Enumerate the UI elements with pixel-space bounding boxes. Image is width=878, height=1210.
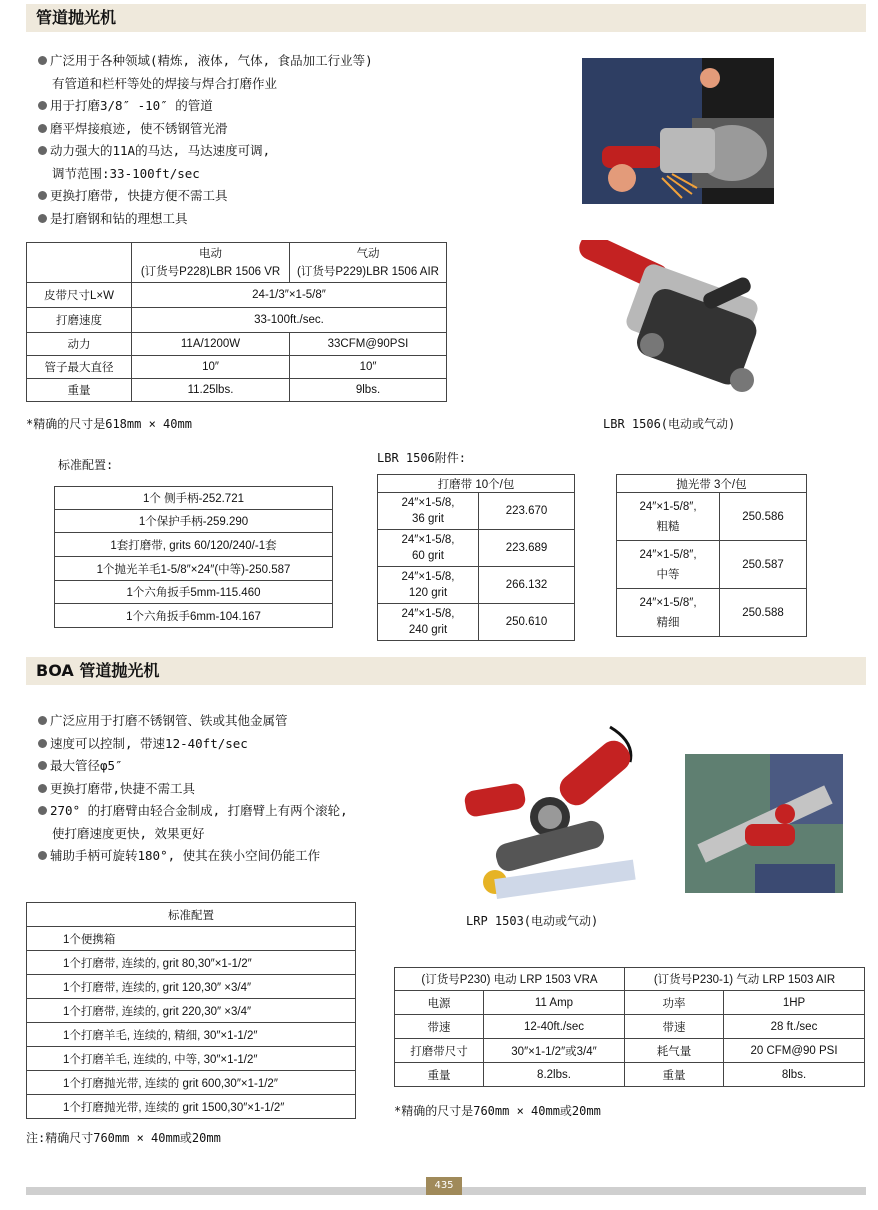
list-item <box>38 118 373 141</box>
product-caption: LBR 1506(电动或气动) <box>603 417 736 431</box>
list-item <box>38 778 348 801</box>
row-label: 重量 <box>27 379 132 402</box>
row-value: 33-100ft./sec. <box>132 308 447 333</box>
accessories-label: LBR 1506附件: <box>377 451 467 465</box>
row-value: 11A/1200W <box>132 333 290 356</box>
row-value: 8.2lbs. <box>484 1063 625 1087</box>
table-cell: 266.132 <box>479 567 575 604</box>
row-label: 电源 <box>395 991 484 1015</box>
bullet-text: 动力强大的11A的马达, 马达速度可调, <box>50 143 271 158</box>
bullet-text: 最大管径φ5″ <box>50 758 123 773</box>
size-note: *精确的尺寸是618mm × 40mm <box>26 417 192 431</box>
size-note: 注:精确尺寸760mm × 40mm或20mm <box>26 1131 221 1145</box>
bullet-text: 是打磨钢和钻的理想工具 <box>50 210 188 226</box>
lbr1506-spec-table <box>26 242 447 402</box>
list-item <box>38 800 348 823</box>
row-label: 打磨速度 <box>27 308 132 333</box>
page-number: 435 <box>426 1177 462 1195</box>
col-air: 气动 (订货号P229)LBR 1506 AIR <box>290 243 447 283</box>
row-value: 20 CFM@90 PSI <box>724 1039 865 1063</box>
product-caption: LRP 1503(电动或气动) <box>466 914 599 928</box>
bullet-continuation: 使打磨速度更快, 效果更好 <box>52 825 205 841</box>
bullet-text: 辅助手柄可旋转180°, 使其在狭小空间仍能工作 <box>50 848 321 863</box>
standard-config-table <box>54 486 333 628</box>
empty-cell <box>27 243 132 283</box>
bullet-text: 270° 的打磨臂由轻合金制成, 打磨臂上有两个滚轮, <box>50 803 348 818</box>
table-header: (订货号P230-1) 气动 LRP 1503 AIR <box>625 968 865 991</box>
bullet-text: 更换打磨带, 快捷方便不需工具 <box>50 188 228 203</box>
table-row: 1个六角扳手5mm-115.460 <box>55 581 333 604</box>
table-cell: 223.670 <box>479 493 575 530</box>
table-cell: 24″×1-5/8″, 粗糙 <box>617 493 720 541</box>
table-row: 1个打磨抛光带, 连续的 grit 600,30″×1-1/2″ <box>27 1071 356 1095</box>
row-label: 重量 <box>395 1063 484 1087</box>
table-header: (订货号P230) 电动 LRP 1503 VRA <box>395 968 625 991</box>
table-row: 1个打磨带, 连续的, grit 220,30″ ×3/4″ <box>27 999 356 1023</box>
row-value: 8lbs. <box>724 1063 865 1087</box>
table-row: 1个便携箱 <box>27 927 356 951</box>
section-title-pipe-polisher: 管道抛光机 <box>26 4 866 32</box>
table-row: 1个打磨羊毛, 连续的, 中等, 30″×1-1/2″ <box>27 1047 356 1071</box>
list-item <box>38 140 373 163</box>
table-row: 1个六角扳手6mm-104.167 <box>55 604 333 628</box>
row-value: 11.25lbs. <box>132 379 290 402</box>
row-value: 30″×1-1/2″或3/4″ <box>484 1039 625 1063</box>
list-item <box>38 208 373 231</box>
bullet-continuation: 调节范围:33-100ft/sec <box>52 165 200 181</box>
table-header: 标准配置 <box>27 903 356 927</box>
table-row: 1套打磨带, grits 60/120/240/-1套 <box>55 533 333 557</box>
table-cell: 223.689 <box>479 530 575 567</box>
list-item <box>38 733 348 756</box>
table-cell: 24″×1-5/8, 36 grit <box>378 493 479 530</box>
bullet-text: 速度可以控制, 带速12-40ft/sec <box>50 735 248 751</box>
row-label: 功率 <box>625 991 724 1015</box>
table-cell: 250.586 <box>720 493 807 541</box>
row-value: 11 Amp <box>484 991 625 1015</box>
table-cell: 24″×1-5/8, 120 grit <box>378 567 479 604</box>
photo-polishing-pipe-outdoor <box>685 754 843 893</box>
bullet-text: 用于打磨3/8″ -10″ 的管道 <box>50 98 213 113</box>
table-cell: 250.587 <box>720 541 807 589</box>
row-label: 打磨带尺寸 <box>395 1039 484 1063</box>
table-row: 1个打磨抛光带, 连续的 grit 1500,30″×1-1/2″ <box>27 1095 356 1119</box>
row-label: 动力 <box>27 333 132 356</box>
bullet-text: 更换打磨带,快捷不需工具 <box>50 780 196 796</box>
col-electric: 电动 (订货号P228)LBR 1506 VR <box>132 243 290 283</box>
row-label: 带速 <box>395 1015 484 1039</box>
row-label: 耗气量 <box>625 1039 724 1063</box>
bullet-text: 广泛用于各种领域(精炼, 液体, 气体, 食品加工行业等) <box>50 53 373 68</box>
table-header: 打磨带 10个/包 <box>378 475 575 493</box>
table-row: 1个打磨带, 连续的, grit 120,30″ ×3/4″ <box>27 975 356 999</box>
table-cell: 24″×1-5/8″, 中等 <box>617 541 720 589</box>
row-value: 24-1/3″×1-5/8″ <box>132 283 447 308</box>
abrasive-belt-table <box>377 474 575 641</box>
table-cell: 24″×1-5/8, 240 grit <box>378 604 479 641</box>
bullet-continuation: 有管道和栏杆等处的焊接与焊合打磨作业 <box>52 75 278 91</box>
row-value: 10″ <box>132 356 290 379</box>
table-row: 1个保护手柄-259.290 <box>55 510 333 533</box>
table-row: 1个打磨带, 连续的, grit 80,30″×1-1/2″ <box>27 951 356 975</box>
list-item <box>38 50 373 73</box>
table-header: 抛光带 3个/包 <box>617 475 807 493</box>
row-value: 1HP <box>724 991 865 1015</box>
bullet-text: 磨平焊接痕迹, 使不锈钢管光滑 <box>50 120 228 136</box>
standard-config-label: 标准配置: <box>58 458 114 472</box>
row-value: 12-40ft./sec <box>484 1015 625 1039</box>
lbr1506-tool-image <box>572 240 782 400</box>
lrp1503-spec-table <box>394 967 865 1087</box>
row-label: 重量 <box>625 1063 724 1087</box>
table-cell: 24″×1-5/8″, 精细 <box>617 589 720 637</box>
boa-standard-config-table <box>26 902 356 1119</box>
table-row: 1个抛光羊毛1-5/8″×24″(中等)-250.587 <box>55 557 333 581</box>
feature-list <box>38 50 373 230</box>
table-cell: 24″×1-5/8, 60 grit <box>378 530 479 567</box>
table-cell: 250.588 <box>720 589 807 637</box>
polishing-belt-table <box>616 474 807 637</box>
row-label: 带速 <box>625 1015 724 1039</box>
row-value: 10″ <box>290 356 447 379</box>
size-note: *精确的尺寸是760mm × 40mm或20mm <box>394 1104 601 1118</box>
row-value: 28 ft./sec <box>724 1015 865 1039</box>
row-label: 皮带尺寸L×W <box>27 283 132 308</box>
photo-worker-polishing-pipe <box>582 58 774 204</box>
row-value: 9lbs. <box>290 379 447 402</box>
list-item <box>38 845 348 868</box>
feature-list <box>38 710 348 868</box>
table-row: 1个 侧手柄-252.721 <box>55 487 333 510</box>
table-row: 1个打磨羊毛, 连续的, 精细, 30″×1-1/2″ <box>27 1023 356 1047</box>
list-item <box>38 710 348 733</box>
section-title-boa: BOA 管道抛光机 <box>26 657 866 685</box>
row-value: 33CFM@90PSI <box>290 333 447 356</box>
list-item <box>38 185 373 208</box>
bullet-text: 广泛应用于打磨不锈钢管、铁或其他金属管 <box>50 713 288 728</box>
table-cell: 250.610 <box>479 604 575 641</box>
row-label: 管子最大直径 <box>27 356 132 379</box>
list-item <box>38 95 373 118</box>
list-item <box>38 755 348 778</box>
lrp1503-tool-image <box>460 722 650 902</box>
